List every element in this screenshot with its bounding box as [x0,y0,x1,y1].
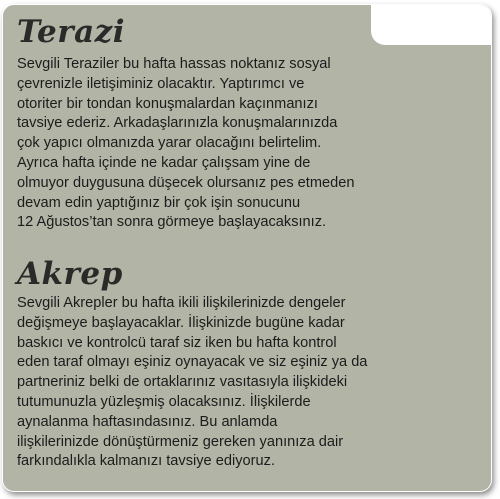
section-terazi [17,15,485,233]
horoscope-card [2,4,492,492]
section-akrep [17,257,485,472]
section-title-terazi: Terazi [17,14,126,50]
section-title-akrep: Akrep [17,256,123,292]
section-body-akrep: Sevgili Akrepler bu hafta ikili ilişkilerinizde dengeler değişmeye başlayacaklar. İlişkinizde bugüne kadar baskıcı ve kontrolcü taraf siz iken bu hafta kontrol eden taraf olmayı eşiniz oynayacak ve siz eşiniz ya da partneriniz belki de ortaklarınız vasıtasıyla ilişkideki tutumunuzla yüzleşmiş olacaksınız. İlişkilerde aynalanma haftasındasınız. Bu anlamda ilişkilerinizde dönüştürmeniz gereken yanınıza dair farkındalıkla kalmanızı tavsiye ediyoruz. [17,295,368,470]
section-body-terazi: Sevgili Teraziler bu hafta hassas noktanız sosyal çevrenizle iletişiminiz olacaktır. Yaptırımcı ve otoriter bir tondan konuşmalardan kaçınmanızı tavsiye ederiz. Arkadaşlarınızla konuşmalarınızda çok yapıcı olmanızda yarar olacağını belirtelim. Ayrıca hafta içinde ne kadar çalışsam yine de olmuyor duygusuna düşecek olursanız pes etmeden devam edin yaptığınız bir çok işin sonucunu 12 Ağustos’tan sonra görmeye başlayacaksınız. [17,56,355,231]
